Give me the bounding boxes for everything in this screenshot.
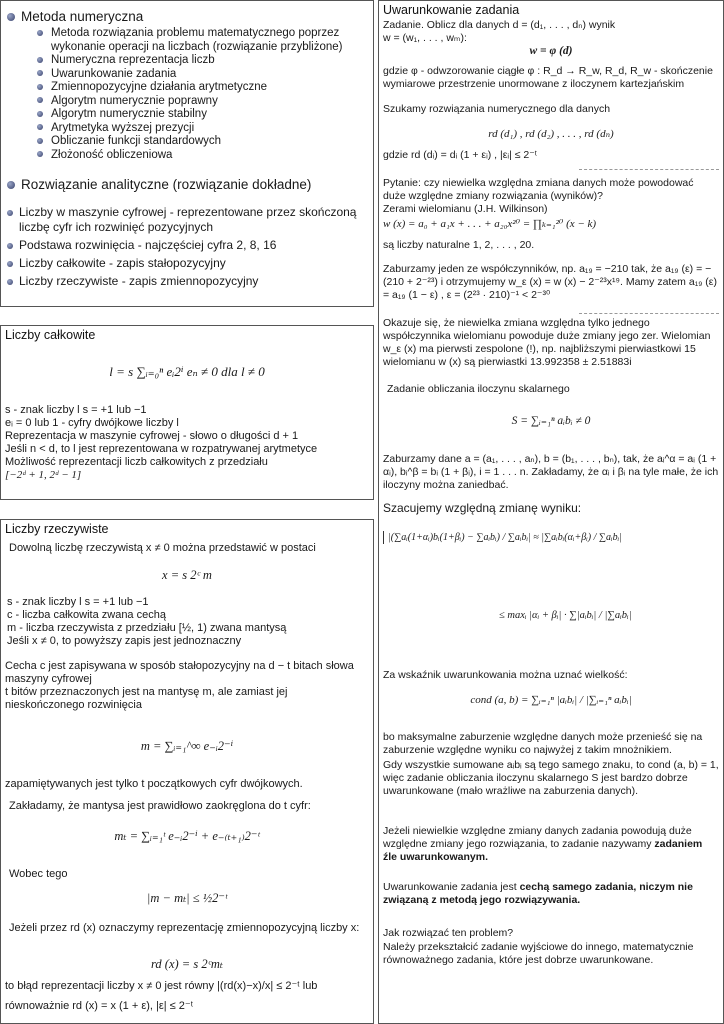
text-line: gdzie rd (dᵢ) = dᵢ (1 + εᵢ) , |εᵢ| ≤ 2⁻ᵗ [383, 149, 538, 161]
formula: mₜ = ∑ᵢ₌₁ᵗ e₋ᵢ2⁻ⁱ + e₋₍ₜ₊₁₎2⁻ᵗ [114, 829, 260, 843]
list-item: Liczby rzeczywiste - zapis zmiennopozycyjny [1, 274, 369, 289]
formula: l = s ∑ᵢ₌₀ⁿ eᵢ2ⁱ eₙ ≠ 0 dla l ≠ 0 [109, 364, 265, 379]
text-line: Zaburzamy jeden ze współczynników, np. a₁₉ = −210 tak, że a₁₉ (ε) = − (210 + 2⁻²³) i otrzymujemy w_ε (x) = w (x) − 2⁻²³x¹⁹. Mamy zatem a₁₉ (ε) = a₁₉ (1 − ε) , ε = (2²³ · 210)⁻¹ < 2⁻³⁰ [383, 263, 717, 301]
text-line: s - znak liczby l s = +1 lub −1 [7, 596, 149, 608]
text-line: Jeżeli przez rd (x) oznaczymy reprezentację zmiennopozycyjną liczby x: [9, 922, 360, 934]
text-block [5, 404, 369, 482]
text-line: w = (w₁, . . . , wₘ): [383, 32, 467, 44]
bullet-icon [37, 30, 43, 36]
reals-panel [0, 519, 374, 1024]
text-line: są liczby naturalne 1, 2, . . . , 20. [383, 239, 535, 251]
formula: S = ∑ᵢ₌₁ⁿ aᵢbᵢ ≠ 0 [511, 415, 591, 427]
text-line: Zerami wielomianu (J.H. Wilkinson) [383, 203, 548, 215]
formula: w = φ (d) [529, 45, 573, 57]
text-line: Należy przekształcić zadanie wyjściowe do innego, matematycznie równoważnego zadania, które jest dobrze uwarunkowane. [383, 941, 694, 966]
bullet-icon [7, 279, 13, 285]
formula: rd (x) = s 2ᶜmₜ [151, 957, 223, 971]
main-bullet-1 [7, 9, 143, 24]
panel-title: Liczby rzeczywiste [5, 522, 109, 536]
text-line: Jeśli x ≠ 0, to powyższy zapis jest jednoznaczny [7, 635, 242, 647]
list-item: Metoda rozwiązania problemu matematycznego poprzez wykonanie operacji na liczbach (rozwiązanie przybliżone) [1, 27, 369, 54]
sub-list [1, 27, 369, 162]
text-line: zapamiętywanych jest tylko t początkowych cyfr dwójkowych. [5, 778, 303, 790]
text-line: Jeśli n < d, to l jest reprezentowana w rozpatrywanej arytmetyce [5, 443, 318, 455]
formula: m = ∑ᵢ₌₁^∞ e₋ᵢ2⁻ⁱ [140, 739, 234, 753]
bullet-icon [37, 124, 43, 130]
bottom-list [1, 205, 369, 289]
text-line: Zadanie. Oblicz dla danych d = (d₁, . . . , dₙ) wynik [383, 19, 616, 31]
bullet-icon [37, 138, 43, 144]
text-line: m - liczba rzeczywista z przedziału [½, 1) zwana mantysą [7, 622, 287, 634]
text-line: Za wskaźnik uwarunkowania można uznać wielkość: [383, 669, 628, 681]
main-bullet-2-label: Rozwiązanie analityczne (rozwiązanie dokładne) [21, 177, 312, 192]
formula: cond (a, b) = ∑ᵢ₌₁ⁿ |aᵢbᵢ| / |∑ᵢ₌₁ⁿ aᵢbᵢ| [470, 694, 632, 706]
text-line: s - znak liczby l s = +1 lub −1 [5, 404, 147, 416]
formula: |(∑aᵢ(1+αᵢ)bᵢ(1+βᵢ) − ∑aᵢbᵢ) / ∑aᵢbᵢ| ≈ |∑aᵢbᵢ(αᵢ+βᵢ) / ∑aᵢbᵢ| [383, 531, 719, 544]
text-line: c - liczba całkowita zwana cechą [7, 609, 166, 621]
bullet-icon [37, 84, 43, 90]
list-item: Złożoność obliczeniowa [1, 149, 369, 163]
bullet-icon [7, 210, 13, 216]
integers-panel [0, 325, 374, 500]
list-item: Algorytm numerycznie poprawny [1, 95, 369, 109]
text-line: Zaburzamy dane a = (a₁, . . . , aₙ), b = (b₁, . . . , bₙ), tak, że aᵢ^α = aᵢ (1 + αᵢ), bᵢ^β = bᵢ (1 + βᵢ), i = 1 . . . n. Zakładamy, że αᵢ i βᵢ na tyle małe, że ich iloczyny można zaniedbać. [383, 453, 719, 491]
list-item: Podstawa rozwinięcia - najczęściej cyfra 2, 8, 16 [1, 238, 369, 253]
bullet-icon [7, 243, 13, 249]
overview-panel [0, 0, 374, 307]
bullet-icon [37, 111, 43, 117]
text-line: Cecha c jest zapisywana w sposób stałopozycyjny na d − t bitach słowa maszyny cyfrowej [5, 660, 354, 685]
bullet-icon [37, 151, 43, 157]
conditioning-panel [378, 0, 724, 1024]
text-line: Szukamy rozwiązania numerycznego dla danych [383, 103, 611, 115]
text-line: Szacujemy względną zmianę wyniku: [383, 501, 582, 515]
text-line: Gdy wszystkie sumowane aᵢbᵢ są tego samego znaku, to cond (a, b) = 1, więc zadanie obliczania iloczynu skalarnego S jest bardzo dobrze uwarunkowane (mało wrażliwe na zaburzenia danych). [383, 759, 719, 797]
list-item: Uwarunkowanie zadania [1, 68, 369, 82]
formula: rd (d₁) , rd (d₂) , . . . , rd (dₙ) [488, 128, 614, 140]
text-line: Reprezentacja w maszynie cyfrowej - słowo o długości d + 1 [5, 430, 299, 442]
list-item: Zmiennopozycyjne działania arytmetyczne [1, 81, 369, 95]
main-bullet-2 [7, 177, 311, 192]
divider [579, 169, 719, 170]
list-item: Numeryczna reprezentacja liczb [1, 54, 369, 68]
text-line: eᵢ = 0 lub 1 - cyfry dwójkowe liczby l [5, 417, 179, 429]
main-bullet-1-label: Metoda numeryczna [21, 9, 144, 24]
bullet-icon [37, 57, 43, 63]
text-line: Okazuje się, że niewielka zmiana względna tylko jednego współczynnika wielomianu powoduje duże zmiany jego zer. Wielomian w_ε (x) ma pierwsti zespolone (!), np. najbliższymi pierwiastkowi 15 wielomianu w (x) są pierwiastki 13.992358 ± 2.51883i [383, 317, 711, 368]
text-line: Wobec tego [9, 868, 68, 880]
bullet-icon [7, 13, 15, 21]
list-item: Algorytm numerycznie stabilny [1, 108, 369, 122]
text-line: Możliwość reprezentacji liczb całkowitych z przedziału [5, 456, 268, 468]
list-item: Liczby całkowite - zapis stałopozycyjny [1, 256, 369, 271]
panel-title: Uwarunkowanie zadania [383, 3, 520, 17]
panel-title: Liczby całkowite [5, 328, 96, 342]
bullet-icon [7, 261, 13, 267]
text-line: Jeżeli niewielkie względne zmiany danych zadania powodują duże względne zmiany jego rozwiązania, to zadanie nazywamy zadaniem źle uwarunkowanym. [383, 825, 703, 863]
formula: ≤ maxᵢ |αᵢ + βᵢ| · ∑|aᵢbᵢ| / |∑aᵢbᵢ| [499, 610, 632, 621]
bullet-icon [7, 181, 15, 189]
text-line: Uwarunkowanie zadania jest cechą samego zadania, niczym nie związaną z metodą jego rozwiązywania. [383, 881, 693, 906]
list-item: Obliczanie funkcji standardowych [1, 135, 369, 149]
formula: |m − mₜ| ≤ ½2⁻ᵗ [146, 891, 228, 905]
text-line: to błąd reprezentacji liczby x ≠ 0 jest równy |(rd(x)−x)/x| ≤ 2⁻ᵗ lub [5, 980, 318, 992]
text-line: bo maksymalne zaburzenie względne danych może przenieść się na zaburzenie względne wyniku co najwyżej z takim mnożnikiem. [383, 731, 703, 756]
text-line: Pytanie: czy niewielka względna zmiana danych może powodować duże względne zmiany rozwiązania (wyników)? [383, 177, 694, 202]
list-item: Arytmetyka wyższej prezycji [1, 122, 369, 136]
definitions [7, 596, 369, 648]
text-line: Zadanie obliczania iloczynu skalarnego [387, 383, 570, 395]
bullet-icon [37, 97, 43, 103]
formula: w (x) = a₀ + a₁x + . . . + a₂₀x²⁰ = ∏ₖ₌₁²⁰ (x − k) [383, 218, 597, 230]
text-line: Dowolną liczbę rzeczywistą x ≠ 0 można przedstawić w postaci [9, 542, 316, 554]
text-line: [−2ᵈ + 1, 2ᵈ − 1] [5, 469, 82, 481]
text-line: Jak rozwiązać ten problem? [383, 927, 514, 939]
text-line: Zakładamy, że mantysa jest prawidłowo zaokręglona do t cyfr: [9, 800, 311, 812]
text-line: równoważnie rd (x) = x (1 + ε), |ε| ≤ 2⁻ᵗ [5, 1000, 194, 1012]
text-line: t bitów przeznaczonych jest na mantysę m, ale zamiast jej nieskończonego rozwinięcia [5, 686, 288, 711]
bullet-icon [37, 70, 43, 76]
divider [579, 313, 719, 314]
text-line: gdzie φ - odwzorowanie ciągłe φ : R_d → R_w, R_d, R_w - skończenie wymiarowe przestrzenie unormowane z iloczynem kartezjańskim [383, 65, 713, 90]
list-item: Liczby w maszynie cyfrowej - reprezentowane przez skończoną liczbę cyfr ich rozwinięć pozycyjnych [1, 205, 369, 235]
formula: x = s 2ᶜ m [162, 568, 212, 582]
